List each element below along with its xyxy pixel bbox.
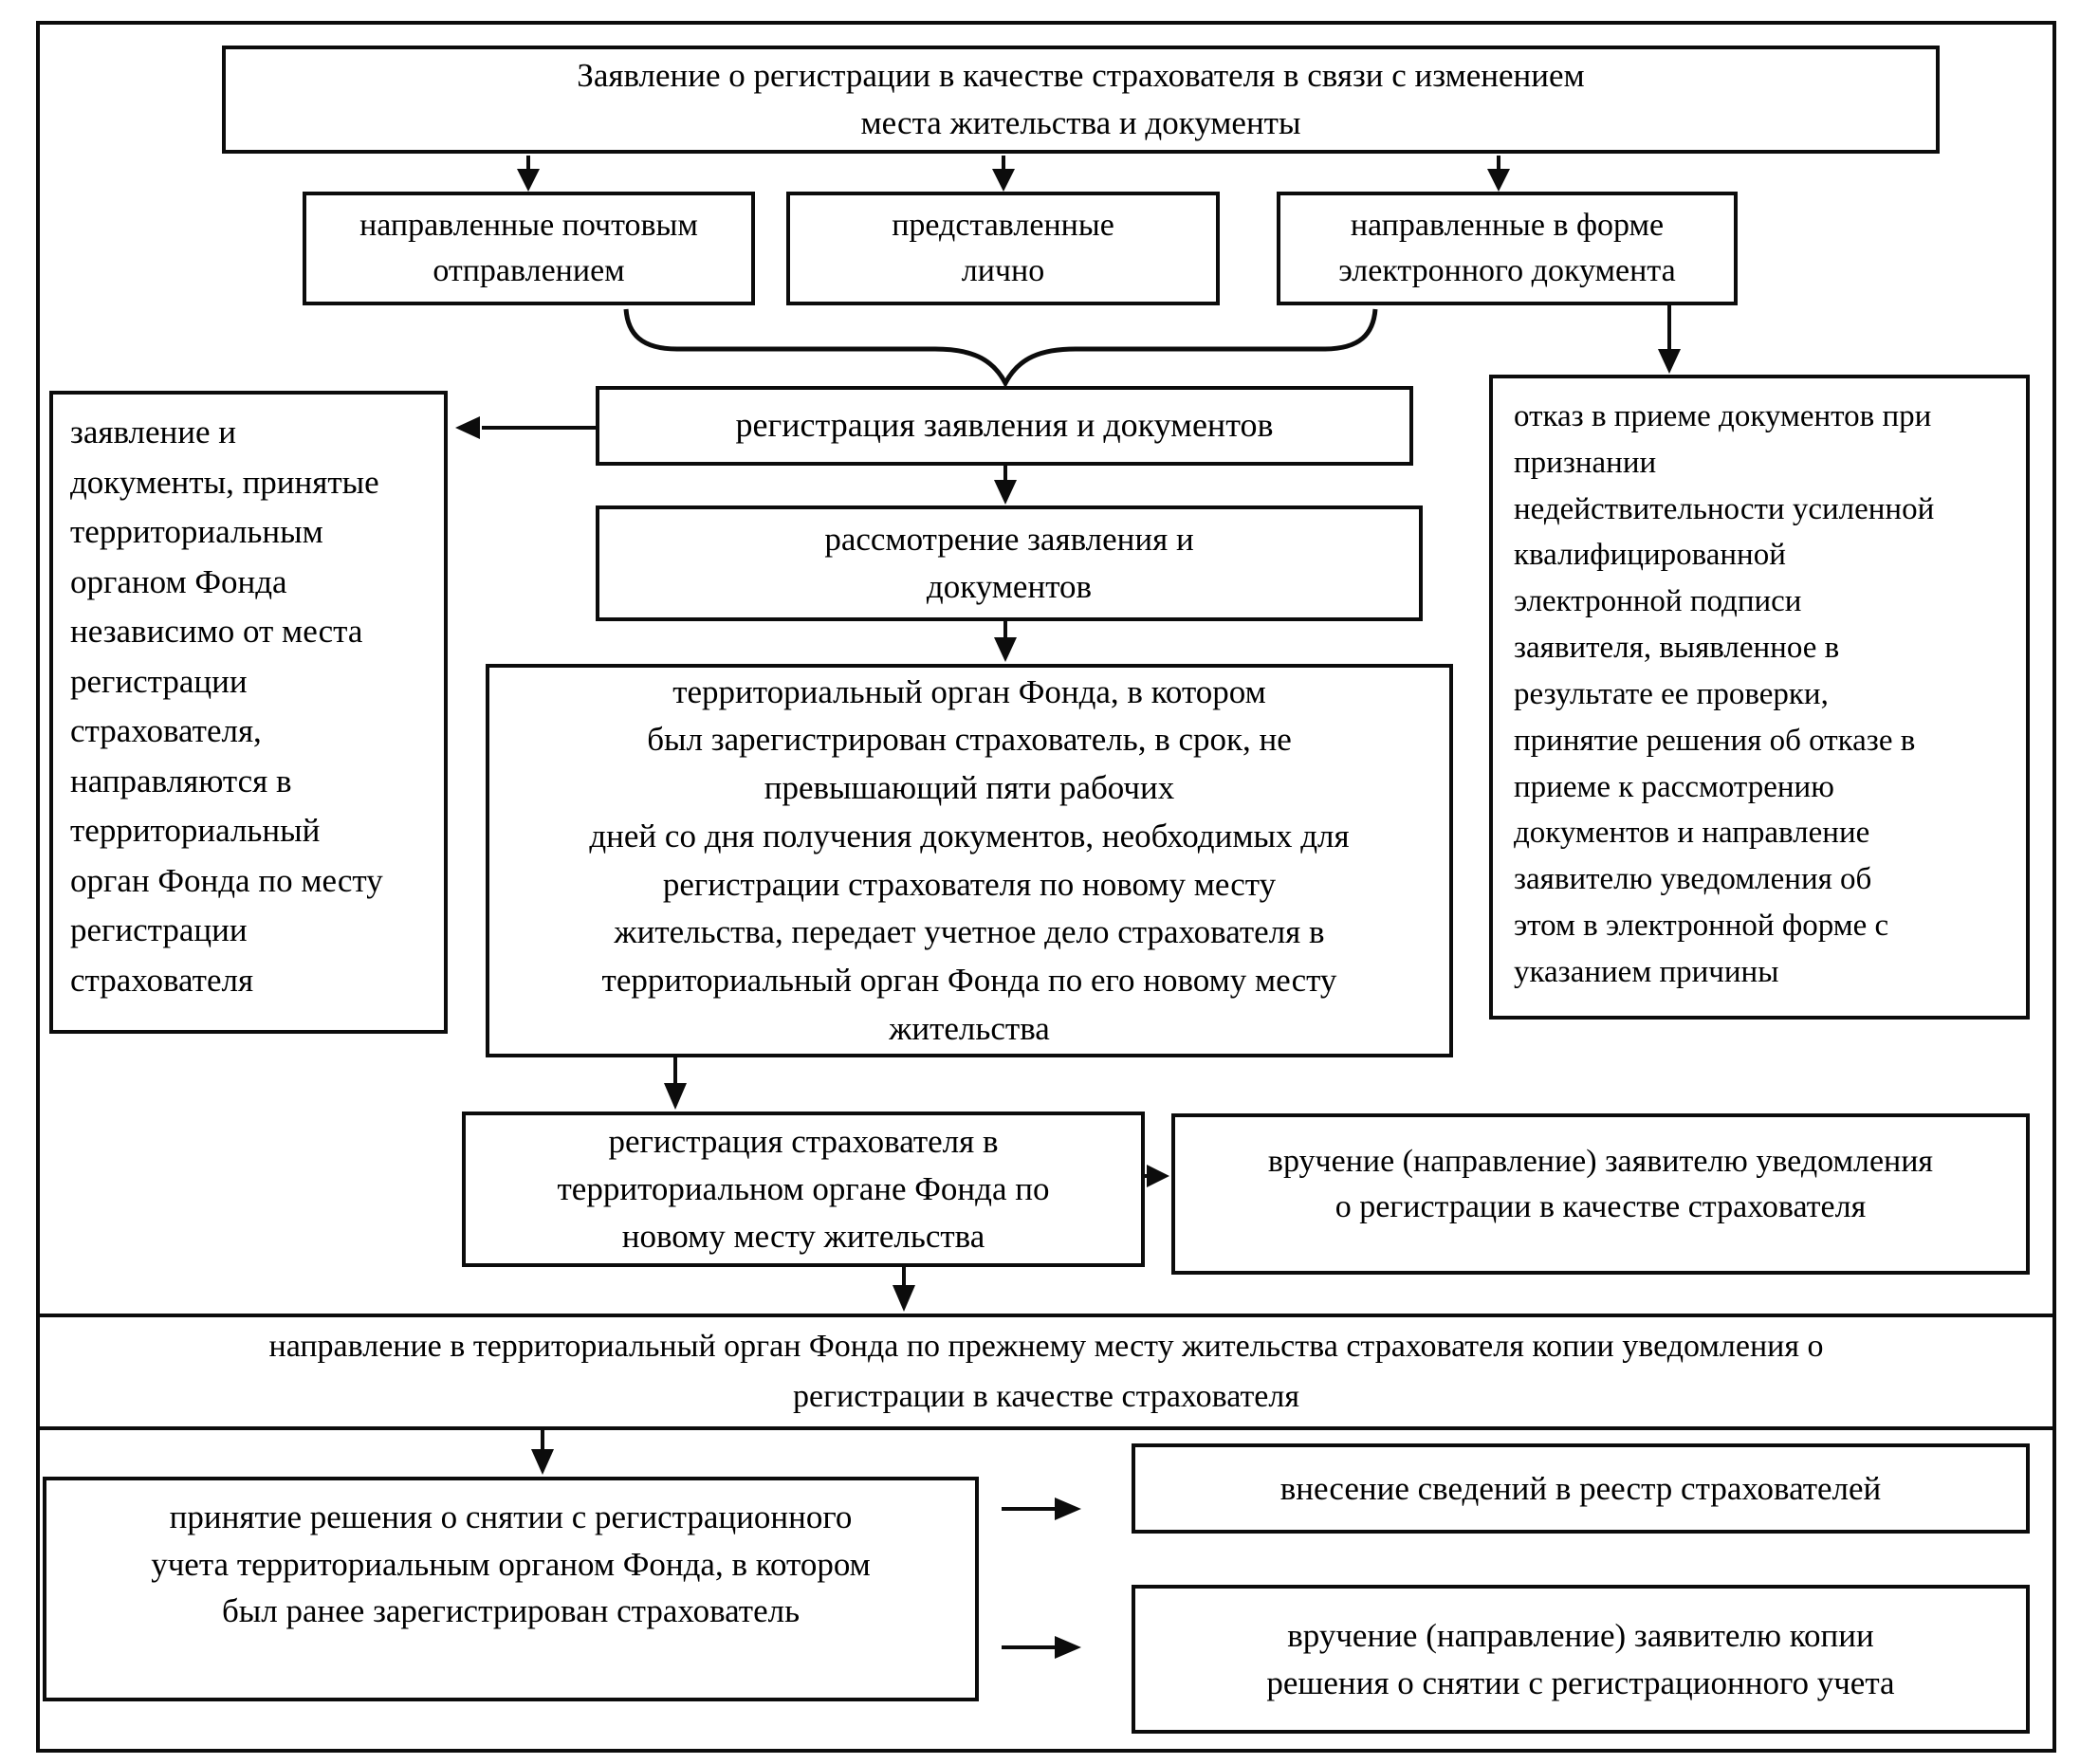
step-deregistration-copy-box: вручение (направление) заявителю копии решения о снятии с регистрационного учета — [1132, 1585, 2030, 1734]
step-copy-to-previous-box: направление в территориальный орган Фонда по прежнему месту жительства страхователя копии уведомления о регистрации в качестве страхователя — [36, 1314, 2056, 1430]
step-registration-notice-box: вручение (направление) заявителю уведомления о регистрации в качестве страхователя — [1171, 1113, 2030, 1275]
channel-electronic-box: направленные в форме электронного документа — [1277, 192, 1738, 305]
step-registry-entry-box: внесение сведений в реестр страхователей — [1132, 1443, 2030, 1534]
channel-in-person-box: представленные лично — [786, 192, 1220, 305]
step-consideration-box: рассмотрение заявления и документов — [596, 505, 1423, 621]
step-transfer-box: территориальный орган Фонда, в котором был зарегистрирован страхователь, в срок, не превышающий пяти рабочих дней со дня получения документов, необходимых для регистрации страхователя по новому месту жительства, передает учетное дело страхователя в территориальный орган Фонда по его новому месту жительства — [486, 664, 1453, 1057]
refusal-note-box: отказ в приеме документов при признании недействительности усиленной квалифицированной электронной подписи заявителя, выявленное в результате ее проверки, принятие решения об отказе в приеме к рассмотрению документов и направление заявителю уведомления об этом в электронной форме с указанием причины — [1489, 375, 2030, 1020]
accepted-documents-note-box: заявление и документы, принятые территориальным органом Фонда независимо от места регистрации страхователя, направляются в территориальный орган Фонда по месту регистрации страхователя — [49, 391, 448, 1034]
step-new-registration-box: регистрация страхователя в территориальном органе Фонда по новому месту жительства — [462, 1112, 1145, 1267]
step-deregistration-box: принятие решения о снятии с регистрационного учета территориальным органом Фонда, в котором был ранее зарегистрирован страхователь — [43, 1477, 979, 1701]
channel-postal-box: направленные почтовым отправлением — [303, 192, 755, 305]
step-registration-box: регистрация заявления и документов — [596, 386, 1413, 466]
title-box: Заявление о регистрации в качестве страхователя в связи с изменением места жительства и документы — [222, 46, 1940, 154]
